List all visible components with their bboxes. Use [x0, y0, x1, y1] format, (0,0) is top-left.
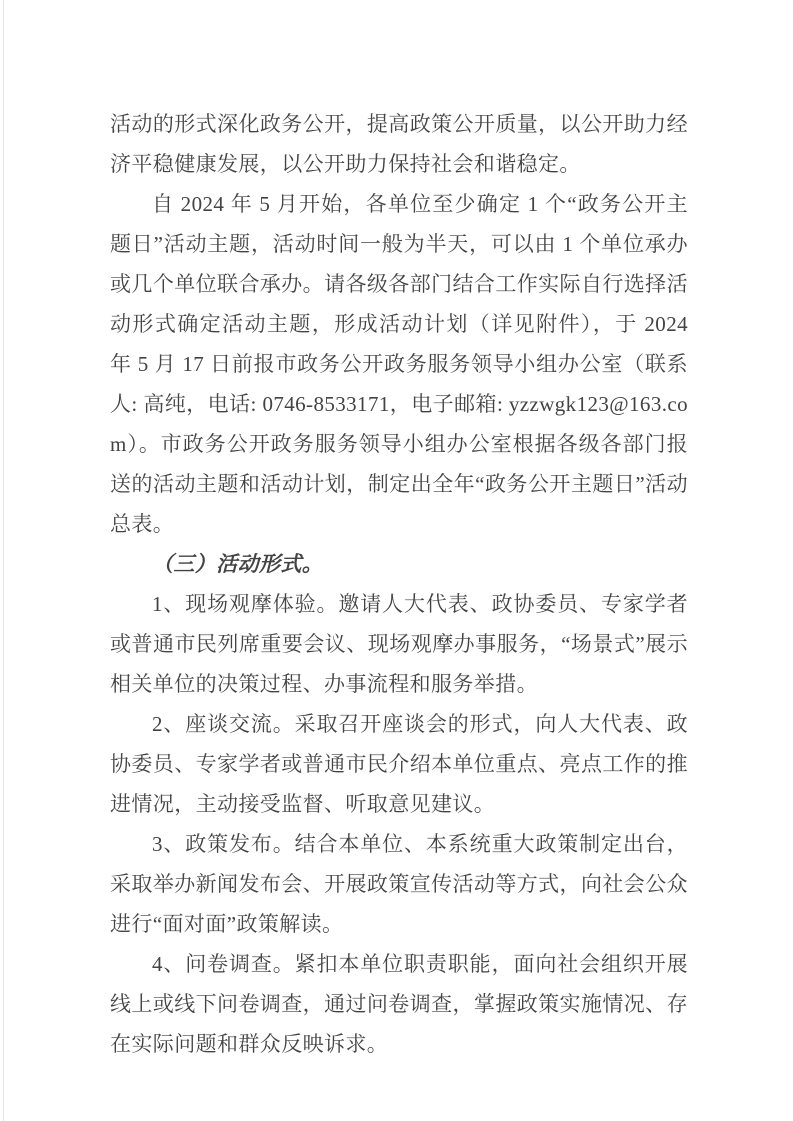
paragraph: 3、政策发布。结合本单位、本系统重大政策制定出台，采取举办新闻发布会、开展政策宣传活动等方式，向社会公众进行“面对面”政策解读。 — [110, 832, 688, 936]
paragraph: 1、现场观摩体验。邀请人大代表、政协委员、专家学者或普通市民列席重要会议、现场观摩办事服务，“场景式”展示相关单位的决策过程、办事流程和服务举措。 — [110, 592, 688, 696]
paragraph: 活动的形式深化政务公开，提高政策公开质量，以公开助力经济平稳健康发展，以公开助力保持社会和谐稳定。 — [110, 112, 688, 176]
document-body — [110, 104, 688, 1064]
section-heading: （三）活动形式。 — [152, 552, 324, 576]
paragraph: 2、座谈交流。采取召开座谈会的形式，向人大代表、政协委员、专家学者或普通市民介绍本单位重点、亮点工作的推进情况，主动接受监督、听取意见建议。 — [110, 712, 688, 816]
scan-edge-line — [3, 0, 4, 1121]
paragraph: 4、问卷调查。紧扣本单位职责职能，面向社会组织开展线上或线下问卷调查，通过问卷调查，掌握政策实施情况、存在实际问题和群众反映诉求。 — [110, 952, 688, 1056]
paragraph: 自 2024 年 5 月开始，各单位至少确定 1 个“政务公开主题日”活动主题，活动时间一般为半天，可以由 1 个单位承办或几个单位联合承办。请各级各部门结合工作实际自行选择活动形式确定活动主题，形成活动计划（详见附件），于 2024 年 5 月 17 日前报市政务公开政务服务领导小组办公室（联系人: 高纯，电话: 0746-8533171，电子邮箱: yzzwgk123@163.com）。市政务公开政务服务领导小组办公室根据各级各部门报送的活动主题和活动计划，制定出全年“政务公开主题日”活动总表。 — [110, 192, 688, 536]
